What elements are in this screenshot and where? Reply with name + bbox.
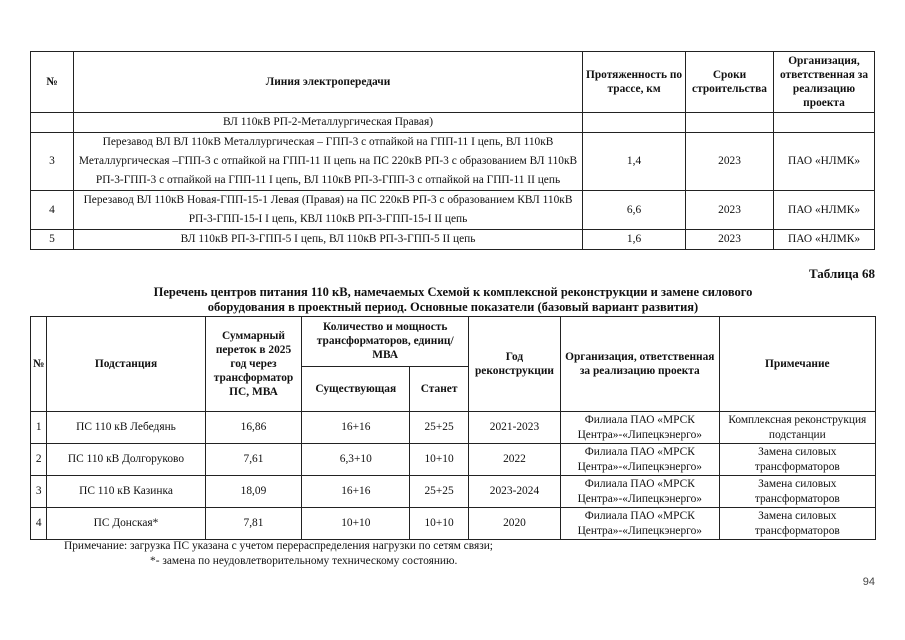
cell-line: ВЛ 110кВ РП-2-Металлургическая Правая) [73, 113, 582, 133]
cell-length: 1,6 [583, 230, 686, 250]
table-row [31, 113, 875, 133]
cell-length: 1,4 [583, 133, 686, 191]
cell-org: ПАО «НЛМК» [774, 230, 875, 250]
cell-flow: 7,81 [205, 508, 302, 540]
cell-org: Филиала ПАО «МРСК Центра»-«Липецкэнерго» [560, 412, 719, 444]
table-row [31, 133, 875, 191]
cell-term: 2023 [686, 191, 774, 230]
header-substation: Подстанция [47, 317, 205, 412]
cell-existing: 16+16 [302, 476, 410, 508]
cell-num: 5 [31, 230, 74, 250]
header-num: № [31, 52, 74, 113]
cell-will-be: 25+25 [410, 412, 469, 444]
cell-line: ВЛ 110кВ РП-3-ГПП-5 I цепь, ВЛ 110кВ РП-3-ГПП-5 II цепь [73, 230, 582, 250]
note-line-2: *- замена по неудовлетворительному техническому состоянию. [150, 555, 458, 567]
table-caption: Перечень центров питания 110 кВ, намечаемых Схемой к комплексной реконструкции и замене силового оборудования в проектный период. Основные показатели (базовый вариант развития) [153, 285, 753, 314]
table-row [31, 412, 876, 444]
table-header-row [31, 52, 875, 113]
cell-org [774, 113, 875, 133]
cell-flow: 18,09 [205, 476, 302, 508]
cell-flow: 7,61 [205, 444, 302, 476]
table-row [31, 508, 876, 540]
cell-term: 2023 [686, 133, 774, 191]
cell-note: Замена силовых трансформаторов [719, 444, 875, 476]
note-line-1: Примечание: загрузка ПС указана с учетом перераспределения нагрузки по сетям связи; [64, 540, 493, 552]
cell-num: 2 [31, 444, 47, 476]
header-line: Линия электропередачи [73, 52, 582, 113]
table-row [31, 444, 876, 476]
cell-num: 3 [31, 133, 74, 191]
cell-line: Перезавод ВЛ 110кВ Новая-ГПП-15-1 Левая (Правая) на ПС 220кВ РП-3 с образованием КВЛ 110кВ РП-3-ГПП-15-I I цепь, КВЛ 110кВ РП-3-ГПП-15-I II цепь [73, 191, 582, 230]
cell-num: 1 [31, 412, 47, 444]
header-flow: Суммарный переток в 2025 год через трансформатор ПС, МВА [205, 317, 302, 412]
cell-will-be: 25+25 [410, 476, 469, 508]
cell-line: Перезавод ВЛ ВЛ 110кВ Металлургическая – ГПП-3 с отпайкой на ГПП-11 I цепь, ВЛ 110кВ Металлургическая –ГПП-3 с отпайкой на ГПП-11 II цепь на ПС 220кВ РП-3 с образованием ВЛ 110кВ РП-3-ГПП-3 с отпайкой на ГПП-11 I цепь, ВЛ 110кВ РП-3-ГПП-3 с отпайкой на ГПП-11 II цепь [73, 133, 582, 191]
substations-table [30, 316, 876, 540]
table-row [31, 230, 875, 250]
cell-num: 3 [31, 476, 47, 508]
cell-num: 4 [31, 191, 74, 230]
cell-will-be: 10+10 [410, 508, 469, 540]
cell-flow: 16,86 [205, 412, 302, 444]
cell-length: 6,6 [583, 191, 686, 230]
table-row [31, 191, 875, 230]
header-will-be: Станет [410, 366, 469, 411]
cell-substation: ПС Донская* [47, 508, 205, 540]
cell-org: Филиала ПАО «МРСК Центра»-«Липецкэнерго» [560, 444, 719, 476]
header-note: Примечание [719, 317, 875, 412]
header-existing: Существующая [302, 366, 410, 411]
lines-table [30, 51, 875, 250]
cell-substation: ПС 110 кВ Долгоруково [47, 444, 205, 476]
cell-year: 2022 [469, 444, 561, 476]
cell-year: 2020 [469, 508, 561, 540]
cell-note: Замена силовых трансформаторов [719, 476, 875, 508]
table-number-label: Таблица 68 [808, 266, 875, 281]
cell-year: 2021-2023 [469, 412, 561, 444]
page-number: 94 [862, 576, 875, 588]
cell-will-be: 10+10 [410, 444, 469, 476]
cell-num [31, 113, 74, 133]
header-year: Год реконструкции [469, 317, 561, 412]
cell-org: ПАО «НЛМК» [774, 133, 875, 191]
table-row [31, 476, 876, 508]
table-header-row [31, 317, 876, 367]
cell-term: 2023 [686, 230, 774, 250]
cell-length [583, 113, 686, 133]
cell-num: 4 [31, 508, 47, 540]
cell-org: ПАО «НЛМК» [774, 191, 875, 230]
cell-existing: 10+10 [302, 508, 410, 540]
cell-term [686, 113, 774, 133]
header-org: Организация, ответственная за реализацию проекта [774, 52, 875, 113]
cell-note: Комплексная реконструкция подстанции [719, 412, 875, 444]
header-org: Организация, ответственная за реализацию проекта [560, 317, 719, 412]
cell-substation: ПС 110 кВ Лебедянь [47, 412, 205, 444]
cell-org: Филиала ПАО «МРСК Центра»-«Липецкэнерго» [560, 508, 719, 540]
cell-note: Замена силовых трансформаторов [719, 508, 875, 540]
header-num: № [31, 317, 47, 412]
cell-org: Филиала ПАО «МРСК Центра»-«Липецкэнерго» [560, 476, 719, 508]
cell-existing: 6,3+10 [302, 444, 410, 476]
cell-substation: ПС 110 кВ Казинка [47, 476, 205, 508]
header-term: Сроки строительства [686, 52, 774, 113]
cell-year: 2023-2024 [469, 476, 561, 508]
header-length: Протяженность по трассе, км [583, 52, 686, 113]
header-quantity: Количество и мощность трансформаторов, единиц/МВА [302, 317, 469, 367]
cell-existing: 16+16 [302, 412, 410, 444]
